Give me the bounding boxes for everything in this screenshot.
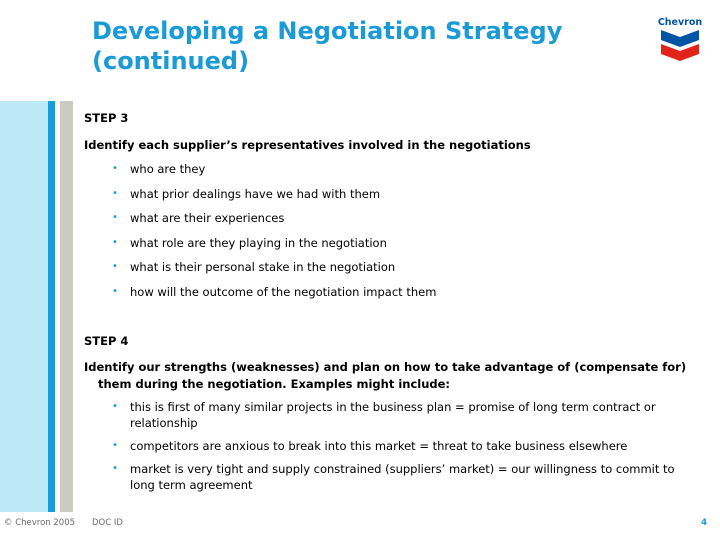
list-item [84, 438, 694, 454]
list-item [84, 161, 694, 177]
list-item [84, 235, 694, 251]
list-item [84, 399, 694, 431]
bullet-icon: • [112, 212, 118, 223]
bullet-icon: • [112, 163, 118, 174]
footer-doc-id: DOC ID [92, 518, 123, 528]
step3-heading: STEP 3 [84, 111, 129, 125]
list-item [84, 284, 694, 300]
step4-lead: Identify our strengths (weaknesses) and plan on how to take advantage of (compensate for) them during the negotiation. Examples might include: [84, 359, 687, 391]
bullet-icon: • [112, 285, 118, 297]
slide-content [84, 110, 694, 493]
logo-chevron-top [661, 30, 699, 47]
list-item [84, 259, 694, 275]
list-item [84, 461, 694, 493]
bullet-icon: • [112, 439, 118, 451]
left-band-gray [60, 101, 73, 512]
bullet-text: competitors are anxious to break into this market = threat to take business elsewhere [130, 438, 628, 453]
bullet-text: what prior dealings have we had with them [130, 186, 381, 201]
footer-copyright: © Chevron 2005 [4, 518, 76, 528]
bullet-text: market is very tight and supply constrained (suppliers’ market) = our willingness to commit to long term agreement [130, 461, 675, 492]
bullet-text: how will the outcome of the negotiation impact them [130, 284, 437, 299]
title-line-1: Developing a Negotiation Strategy [92, 17, 563, 45]
bullet-text: who are they [130, 162, 206, 176]
step4-bullet-list [84, 399, 694, 493]
list-item [84, 186, 694, 202]
bullet-text: what role are they playing in the negotiation [130, 235, 387, 250]
list-item [84, 210, 694, 226]
logo-text: Chevron [657, 17, 703, 28]
bullet-icon: • [112, 400, 118, 412]
slide-title [92, 16, 632, 76]
step3-lead: Identify each supplier’s representatives involved in the negotiations [84, 138, 531, 152]
title-line-2: (continued) [92, 47, 250, 75]
left-band-blue [48, 101, 55, 512]
bullet-icon: • [112, 261, 118, 272]
left-band-light [0, 101, 48, 512]
chevron-logo [655, 14, 705, 68]
bullet-text: this is first of many similar projects in the business plan = promise of long term contract or relationship [130, 399, 656, 430]
step3-bullet-list [84, 161, 694, 300]
bullet-icon: • [112, 236, 118, 248]
bullet-icon: • [112, 462, 118, 474]
step4-heading: STEP 4 [84, 333, 129, 348]
page-number: 4 [701, 518, 707, 528]
bullet-text: what are their experiences [130, 211, 285, 225]
bullet-text: what is their personal stake in the negotiation [130, 260, 396, 274]
bullet-icon: • [112, 187, 118, 199]
